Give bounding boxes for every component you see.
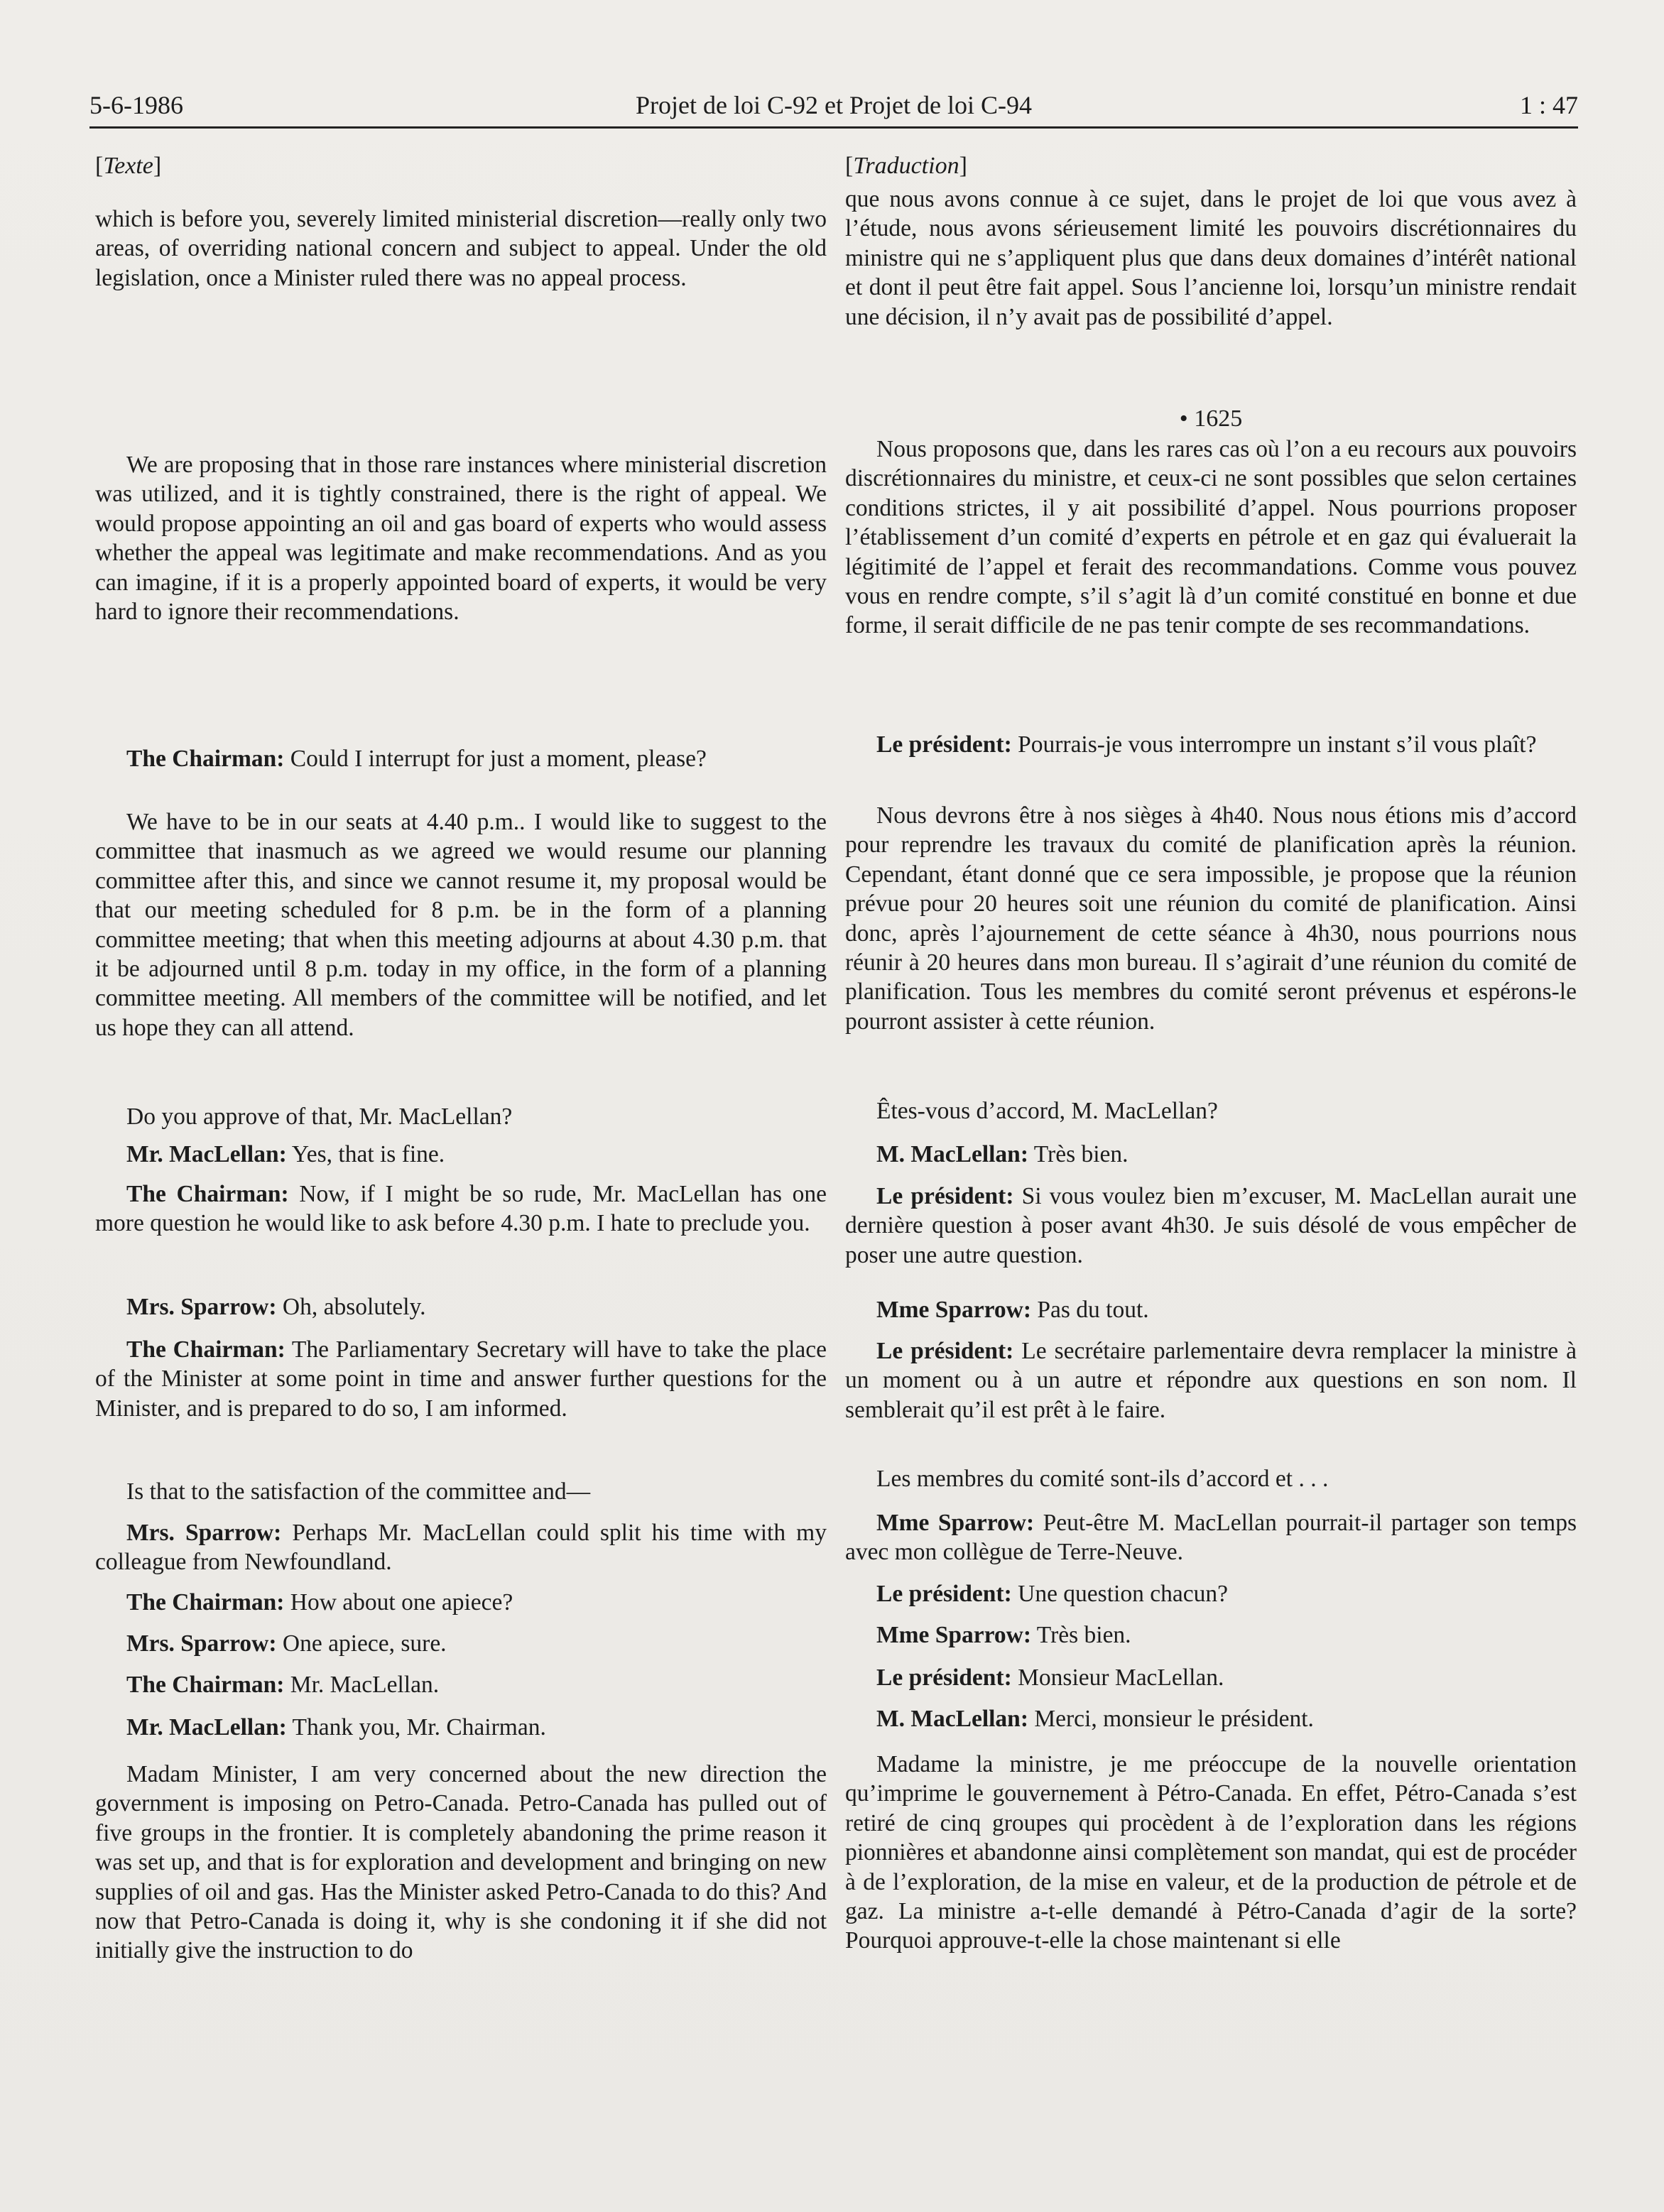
speaker-name: Mme Sparrow: [876,1510,1035,1536]
speaker-name: The Chairman: [126,1336,286,1363]
paragraph: Madam Minister, I am very concerned about the new direction the government is imposing on Petro-Canada. Petro-Canada has pulled out of five groups in the frontier. It is completely abandoning the prime reason it was set up, and that is for exploration and development and bringing on new supplies of oil and gas. Has the Minister asked Petro-Canada to do this? And now that Petro-Canada is doing it, why is she condoning it if she did not initially give the instruction to do [95,1761,827,1964]
speaker-name: Mr. MacLellan: [126,1714,287,1740]
speaker-name: M. MacLellan: [876,1141,1028,1167]
speaker-paragraph: Mrs. Sparrow: Perhaps Mr. MacLellan could split his time with my colleague from Newfoundland. [95,1520,827,1576]
speaker-paragraph: The Chairman: The Parliamentary Secretary will have to take the place of the Minister at some point in time and answer further questions for the Minister, and is prepared to do so, I am informed. [95,1336,827,1422]
speaker-paragraph: Le président: Pourrais-je vous interrompre un instant s’il vous plaît? [876,731,1537,758]
speaker-name: Mrs. Sparrow: [126,1520,282,1546]
paragraph: Nous proposons que, dans les rares cas où l’on a eu recours aux pouvoirs discrétionnaires du ministre, et ceux-ci ne sont possibles que selon certaines conditions strictes, il y ait possibilité d’appel. Nous pourrions proposer l’établissement d’un comité d’experts en pétrole et en gaz qui évaluerait la légitimité de l’appel et ferait des recommandations. Comme vous pouvez vous en rendre compte, s’il s’agit là d’un comité constitué en bonne et due forme, il serait difficile de ne pas tenir compte de ses recommandations. [845,436,1577,639]
page-header [89,84,1578,126]
speaker-paragraph: Mrs. Sparrow: One apiece, sure. [126,1630,447,1657]
paragraph: Nous devrons être à nos sièges à 4h40. Nous nous étions mis d’accord pour reprendre les travaux du comité de planification après la réunion. Cependant, étant donné que ce sera impossible, je propose que la réunion prévue pour 20 heures soit une réunion du comité de planification. Ainsi donc, après l’ajournement de cette séance à 4h30, nous pourrions nous réunir à 20 heures dans mon bureau. Il s’agirait d’une réunion du comité de planification. Tous les membres du comité seront prévenus et espérons-le pourront assister à cette réunion. [845,802,1577,1035]
paragraph: Is that to the satisfaction of the committee and— [126,1478,591,1505]
speaker-paragraph: Mr. MacLellan: Thank you, Mr. Chairman. [126,1714,546,1740]
header-rule [89,126,1578,129]
header-page-number: 1 : 47 [1519,91,1578,119]
paragraph: We have to be in our seats at 4.40 p.m.. I would like to suggest to the committee that inasmuch as we agreed we would resume our planning committee after this, and since we cannot resume it, my proposal would be that our meeting scheduled for 8 p.m. be in the form of a planning committee meeting; that when this meeting adjourns at about 4.30 p.m. that it be adjourned until 8 p.m. today in my office, in the form of a planning committee meeting. All members of the committee will be notified, and let us hope they can all attend. [95,809,827,1041]
speaker-paragraph: M. MacLellan: Très bien. [876,1141,1129,1167]
speaker-paragraph: Le président: Une question chacun? [876,1581,1228,1607]
header-date: 5-6-1986 [89,91,183,119]
paragraph: que nous avons connue à ce sujet, dans le projet de loi que vous avez à l’étude, nous avons sérieusement limité les pouvoirs discrétionnaires du ministre qui ne s’appliquent plus que dans deux domaines d’intérêt national et dont il peut être fait appel. Sous l’ancienne loi, lorsqu’un ministre rendait une décision, il n’y avait pas de possibilité d’appel. [845,186,1577,330]
speaker-name: Mrs. Sparrow: [126,1630,277,1657]
speaker-name: Le président: [876,1183,1014,1209]
speaker-paragraph: Mrs. Sparrow: Oh, absolutely. [126,1294,426,1320]
speaker-paragraph: The Chairman: Mr. MacLellan. [126,1672,440,1698]
speaker-name: Mrs. Sparrow: [126,1294,277,1320]
speaker-paragraph: M. MacLellan: Merci, monsieur le président. [876,1706,1314,1732]
paragraph: which is before you, severely limited ministerial discretion—really only two areas, of overriding national concern and subject to appeal. Under the old legislation, once a Minister ruled there was no appeal process. [95,206,827,291]
speaker-name: Le président: [876,1581,1012,1607]
speaker-name: Le président: [876,1665,1012,1691]
speaker-name: The Chairman: [126,746,285,772]
paragraph: We are proposing that in those rare instances where ministerial discretion was utilized, and it is tightly constrained, there is the right of appeal. We would propose appointing an oil and gas board of experts who would assess whether the appeal was legitimate and make recommendations. And as you can imagine, if it is a properly appointed board of experts, it would be very hard to ignore their recommendations. [95,452,827,626]
speaker-paragraph: The Chairman: Could I interrupt for just a moment, please? [126,746,707,772]
paragraph: Madame la ministre, je me préoccupe de la nouvelle orientation qu’imprime le gouvernement à Pétro-Canada. En effet, Pétro-Canada s’est retiré de cinq groupes qui procèdent à de l’exploration dans les régions pionnières et abandonne ainsi complètement son mandat, qui est de procéder à de l’exploration, de la mise en valeur, et de la production de pétrole et de gaz. La ministre a-t-elle demandé à Pétro-Canada d’agir de la sorte? Pourquoi approuve-t-elle la chose maintenant si elle [845,1751,1577,1954]
speaker-name: Le président: [876,1338,1014,1364]
speaker-paragraph: Le président: Monsieur MacLellan. [876,1665,1224,1691]
speaker-paragraph: The Chairman: Now, if I might be so rude, Mr. MacLellan has one more question he would like to ask before 4.30 p.m. I hate to preclude you. [95,1181,827,1237]
paragraph: Êtes-vous d’accord, M. MacLellan? [876,1098,1218,1124]
speaker-name: The Chairman: [126,1672,285,1698]
speaker-name: Mme Sparrow: [876,1297,1032,1323]
speaker-name: Mr. MacLellan: [126,1141,287,1167]
speaker-paragraph: Mme Sparrow: Peut-être M. MacLellan pourrait-il partager son temps avec mon collègue de Terre-Neuve. [845,1510,1577,1566]
speaker-name: The Chairman: [126,1181,289,1207]
lang-label-right: [Traduction] [845,153,967,179]
speaker-name: Mme Sparrow: [876,1622,1032,1648]
speaker-name: M. MacLellan: [876,1706,1028,1732]
speaker-paragraph: Mme Sparrow: Pas du tout. [876,1297,1149,1323]
time-marker: • 1625 [1179,405,1243,432]
speaker-paragraph: The Chairman: How about one apiece? [126,1589,513,1616]
speaker-name: The Chairman: [126,1589,285,1616]
header-title: Projet de loi C-92 et Projet de loi C-94 [636,91,1032,119]
lang-label-left: [Texte] [95,153,162,179]
speaker-paragraph: Le président: Le secrétaire parlementaire devra remplacer la ministre à un moment ou à un autre et répondre aux questions en son nom. Il semblerait qu’il est prêt à le faire. [845,1338,1577,1423]
speaker-paragraph: Le président: Si vous voulez bien m’excuser, M. MacLellan aurait une dernière question à poser avant 4h30. Je suis désolé de vous empêcher de poser une autre question. [845,1183,1577,1268]
speaker-paragraph: Mme Sparrow: Très bien. [876,1622,1131,1648]
paragraph: Les membres du comité sont-ils d’accord et . . . [876,1466,1329,1492]
speaker-name: Le président: [876,731,1012,758]
paragraph: Do you approve of that, Mr. MacLellan? [126,1104,513,1130]
speaker-paragraph: Mr. MacLellan: Yes, that is fine. [126,1141,445,1167]
